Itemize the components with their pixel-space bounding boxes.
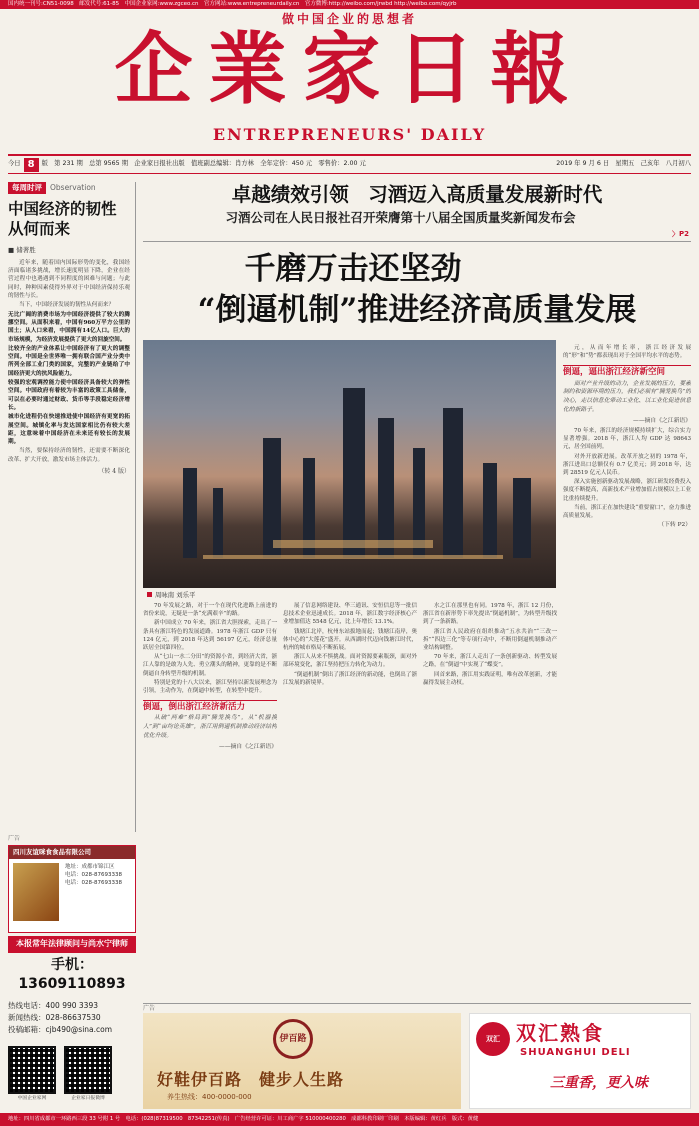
brand-name-english: SHUANGHUI DELI (520, 1047, 631, 1058)
brand-name: 双汇熟食 (516, 1021, 604, 1045)
ad-company-info: 地址：成都市锦江区 电话：028-87693338 电话：028-87693338 (65, 863, 122, 886)
lead-page-link[interactable]: 〉P2 (671, 230, 689, 238)
top-info-bar (0, 0, 699, 9)
hotline-2[interactable]: 新闻热线：028-86637530 (8, 1012, 101, 1022)
section-heading: 倒逼，逼出浙江经济新空间 (563, 365, 691, 376)
divider (143, 241, 691, 242)
quote-source: ——摘自《之江新语》 (219, 743, 277, 750)
pig-logo-icon: 双汇 (476, 1022, 510, 1056)
article-column-3 (423, 602, 557, 1002)
paragraph: 从“七山一水二分田”的资源小省，到经济大省，浙江人靠的是敢为人先、勇立潮头的精神，更靠的是不断倒逼自身转型升级的机制。 (143, 654, 277, 677)
page-number-badge: 8 (24, 158, 39, 172)
lead-headline[interactable]: 卓越绩效引领 习酒迈入高质量发展新时代 (231, 183, 603, 206)
paragraph: 城市化进程仍在快速推进使中国经济有更宽的拓展空间。城镇化率与发达国家相比仍有较大差距，这意味着中国经济在未来还有较长的发展期。 (8, 414, 130, 446)
edition-info: 版 第 231 期 总第 9565 期 企业家日报社出版 值班副总编辑：肖方林 全年定价：450 元 零售价：2.00 元 (41, 160, 366, 168)
paragraph: 水之江在那里也有同。1978 年，浙江 12 月份，浙江省在新形势下率先提出“倒逼机制”，为转型升级找到了一条新路。 (423, 603, 557, 626)
paragraph: 浙江省人民政府在组织推动“五水共治”“三改一拆”“四边三化”等专项行动中，不断用倒逼机制推动产业结构调整。 (423, 628, 557, 652)
paragraph: 无比广阔的消费市场为中国经济提供了较大的腾挪空间。从面积来看，中国有960万平方公里的国土；从人口来看，中国拥有14亿人口。巨大的市场规模，为经济发展提供了更大的回旋空间。 (8, 311, 130, 343)
brand-tagline: 三重香，更入味 (550, 1075, 648, 1091)
issue-date: 2019 年 9 月 6 日 星期五 己亥年 八月初八 (556, 160, 691, 168)
issue-info-bar (8, 154, 691, 174)
paragraph: 70 年来，浙江的经济规模持续扩大，综合实力显著增强。2018 年，浙江人均 GDP 达 98643 元，居全国前列。 (563, 428, 691, 451)
column-tag: 每周时评 (8, 182, 46, 194)
paragraph: 元，从而年增长率，浙江经济发展的“形”和“势”都表现出对于全国平均水平的态势。 (563, 345, 691, 360)
paragraph: 较强的宏观调控能力使中国经济具备较大的弹性空间。中国政府有着较为丰富的政策工具储备，可以在必要时通过财政、货币等手段稳定经济增长。 (8, 380, 130, 411)
headline-line-2[interactable]: “倒逼机制”推进经济高质量发展 (197, 292, 637, 328)
top-info-text: 国内统一刊号:CN51-0098 邮发代号:61-85 中国企业家网:www.zgceo.cn 官方网站:www.entrepreneurdaily.cn 官方微博:http://weibo.com/jrwbd http://weibo.com/qyjrb (8, 1, 457, 7)
paragraph: 近年来，随着国内国际形势的变化，我国经济面临诸多挑战，增长速度明显下降，企业在经营过程中也遇遇到不同程度的困难与问题；与此同时，种种因素使得外界对于中国经济保持乐观的韧性与长。 (8, 259, 130, 300)
deli-brand-ad[interactable] (469, 1013, 691, 1109)
paragraph: 特别是党的十八大以来，浙江坚持以新发展理念为引领，主动作为，在倒逼中转型，在转型中提升。 (143, 679, 277, 695)
qr-caption: 中国企业家网 (17, 1095, 47, 1101)
article-column-4 (563, 344, 691, 1002)
paragraph: 比较齐全的产业体系让中国经济有了更大的调整空间。中国是全世界唯一拥有联合国产业分类中所列全部工业门类的国家，完整的产业链给了中国经济更大的抗风险能力。 (8, 345, 130, 377)
paragraph: 当下，中国经济发展的韧性从何而来？ (19, 302, 115, 309)
masthead-title: 企業家日報 (114, 24, 585, 115)
photo-caption: 周咏南 刘乐平 (147, 591, 195, 600)
paragraph: 70 年发展之路，对于一个在现代化进路上前进的省份来说，无疑是一条“充满艰辛”的路。 (143, 603, 277, 618)
left-ad-column (8, 835, 136, 1110)
paragraph: 当前，浙江正在加快建设“重要窗口”，奋力推进高质量发展。 (563, 504, 691, 520)
paragraph: 回首来路，浙江用实践证明，唯有改革创新，才能赢得发展主动权。 (423, 671, 557, 686)
article-column-1 (143, 602, 277, 1002)
paragraph: 浙江人从来不惧挑战。面对资源要素瓶颈，面对外部环境变化，浙江坚持把压力转化为动力。 (283, 654, 417, 669)
bottom-ad-area (143, 1003, 691, 1110)
ad-slogan: 好鞋伊百路 健步人生路 (157, 1070, 345, 1089)
ad-label: 广告 (143, 1005, 156, 1012)
shoe-brand-ad[interactable] (143, 1013, 461, 1109)
paragraph: 钱塘江北岸，杭州东站拔地而起；钱塘江南岸，奥体中心的“大莲花”盛开。从西湖时代迈向钱塘江时代，杭州的城市格局不断拓展。 (283, 628, 417, 652)
lead-subheadline: 习酒公司在人民日报社召开荣膺第十八届全国质量奖新闻发布会 (225, 210, 576, 225)
hotline-3[interactable]: 投稿邮箱：cjb490@sina.com (8, 1024, 113, 1034)
hotline-block (8, 1000, 136, 1036)
commentary-body (8, 259, 130, 464)
commentary-author: ■ 储著胜 (8, 246, 36, 255)
paragraph: 当然，要保持经济的韧性，还需要不断深化改革、扩大开放，激发市场主体活力。 (8, 448, 130, 463)
legal-advisor-banner: 本报常年法律顾问与尚水宁律师 (8, 936, 136, 953)
paragraph: 新中国成立 70 年来，浙江省大胆探索，走出了一条具有浙江特色的发展道路。1978 年浙江 GDP 只有 124 亿元，到 2018 年达到 56197 亿元，经济总量跃居全国第四位。 (143, 620, 277, 652)
continued-note: （下转 P2） (658, 522, 691, 529)
paragraph: 深入实施创新驱动发展战略，浙江研发经费投入强度不断提高，高新技术产业增加值占规模以上工业比重持续提升。 (563, 479, 691, 502)
qr-codes (8, 1046, 136, 1102)
paragraph: “倒逼机制”倒出了浙江经济的新动能，也倒出了浙江发展的新境界。 (283, 671, 417, 686)
quote-block: 从破“两难”格局到“腾笼换鸟”，从“机器换人”到“亩均论英雄”，浙江用倒逼机制推动经济结构优化升级。 (143, 715, 277, 740)
qr-caption: 企业家日报微博 (71, 1095, 105, 1101)
paragraph: 展了信息网络建设、华三通讯、安恒信息等一批信息技术企业迅速成长。2018 年，浙江数字经济核心产业增加值达 5548 亿元，比上年增长 13.1%。 (283, 603, 417, 626)
qr-code-icon[interactable] (8, 1046, 56, 1094)
headline-line-1[interactable]: 千磨万击还坚劲 (244, 251, 462, 287)
article-column-2 (283, 602, 417, 1002)
caption-marker-icon (147, 592, 152, 597)
commentary-sidebar (8, 182, 136, 832)
ad-hotline: 养生热线：400-0000-000 (167, 1093, 252, 1101)
masthead-english: ENTREPRENEURS' DAILY (212, 125, 487, 144)
today-label: 今日 (8, 160, 21, 168)
masthead-slogan: 做中国企业的思想者 (281, 12, 417, 26)
qr-code-icon[interactable] (64, 1046, 112, 1094)
commentary-title: 中国经济的韧性从何而来 (8, 199, 117, 239)
continued-note: （转 4 版） (98, 468, 130, 476)
legal-advisor-phone[interactable]: 手机：13609110893 (18, 956, 126, 992)
city-skyline-photo (143, 340, 556, 588)
section-heading: 倒逼，倒出浙江经济新活力 (143, 700, 277, 711)
footer-text: 地址：四川省成都市一环路西三段 33 号附 1 号 电话：(028)87319500 87342251(传真) 广告经营许可证：川工商广字 510000400280 成都科教印刷厂印刷 本版编辑：黄红兵 版式：黄健 (8, 1115, 479, 1122)
product-image (13, 863, 59, 921)
ad-label: 广告 (8, 835, 21, 842)
food-company-ad[interactable] (8, 845, 136, 933)
quote-block: 面对产业升级的动力，企业发展的压力，要素制约和资源环境的压力，我们必须有“腾笼换鸟”的决心，走以信息化带动工业化、以工业化促进信息化的新路子。 (563, 380, 691, 413)
ad-company-name: 四川友谊咪食食品有限公司 (9, 846, 135, 859)
column-tag-english: Observation (50, 183, 96, 192)
brand-seal-icon: 伊百路 (273, 1019, 313, 1059)
paragraph: 对外开放新进展。改革开放之初的 1978 年，浙江进出口总额仅有 0.7 亿美元；到 2018 年，达到 28519 亿元人民币。 (563, 453, 691, 477)
paragraph: 70 年来，浙江人走出了一条创新驱动、转型发展之路，在“倒逼”中实现了“蝶变”。 (423, 654, 557, 669)
footer-bar (0, 1113, 699, 1126)
hotline-1[interactable]: 热线电话：400 990 3393 (8, 1000, 98, 1010)
quote-source: ——摘自《之江新语》 (633, 417, 691, 424)
